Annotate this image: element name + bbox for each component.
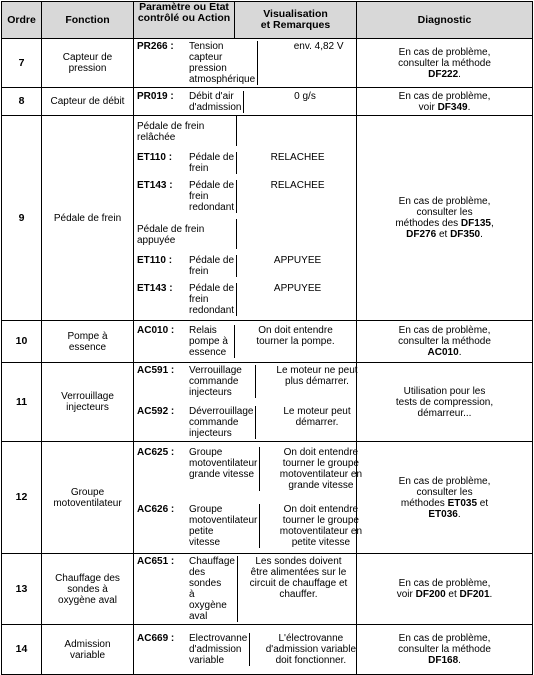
diagnostic-line: En cas de problème, [398, 196, 491, 207]
diagnostic-line: voir [418, 101, 435, 113]
param-label [187, 365, 255, 398]
parametre-grid [134, 88, 356, 115]
param-code: AC592 : [137, 406, 175, 417]
visualisation-line: Les sondes doivent [255, 556, 342, 567]
header-visu-l1: Visualisation [263, 8, 328, 20]
table-row [2, 625, 533, 675]
diagnostic-ref: DF135 [460, 218, 491, 229]
header-parametre [134, 2, 357, 39]
ordre-cell: 14 [2, 625, 42, 675]
diagnostic-line: et [445, 589, 460, 600]
visualisation-line: 0 g/s [294, 90, 316, 102]
parametre-cell [134, 442, 363, 554]
param-label [187, 504, 259, 548]
header-fonction: Fonction [42, 2, 134, 39]
parametre-cell [134, 321, 357, 363]
diagnostic-ref: AC010 [427, 347, 459, 358]
param-label-line: Groupe [189, 446, 223, 458]
ordre-cell: 7 [2, 39, 42, 88]
param-label-line: Pédale de frein [189, 180, 235, 202]
param-label [187, 91, 243, 113]
fonction-line: injecteurs [66, 402, 109, 413]
parametre-grid [134, 554, 356, 624]
parametre-grid [134, 39, 356, 87]
visualisation-line: plus démarrer. [285, 376, 349, 387]
diagnostic-end: . [480, 229, 483, 240]
param-visualisation [255, 406, 377, 439]
fonction-cell [42, 363, 134, 442]
param-label-line: Débit d'air d'admission [189, 90, 242, 113]
param-label [187, 180, 236, 213]
table-row [2, 363, 533, 442]
param-visualisation [257, 41, 379, 85]
param-label-line: Pédale de frein [189, 255, 235, 277]
table-row [2, 321, 533, 363]
fonction-cell [42, 321, 134, 363]
ordre-cell: 8 [2, 88, 42, 116]
param-visualisation [249, 633, 371, 666]
diagnostic-ref: DF200 [415, 589, 446, 600]
diagnostic-end: . [458, 68, 461, 80]
fonction-line: pression [68, 63, 107, 74]
fonction-cell [42, 625, 134, 675]
fonction-line: Pédale de frein [53, 212, 122, 224]
fonction-line: motoventilateur [53, 497, 122, 509]
visualisation-line: env. 4,82 V [293, 41, 344, 52]
diagnostic-line: consulter les [416, 486, 473, 498]
param-code: AC625 : [137, 446, 175, 458]
fonction-line: Capteur de débit [50, 96, 125, 107]
table-row [2, 442, 533, 554]
diagnostic-end: . [457, 508, 461, 520]
diagnostic-line: En cas de problème, [398, 475, 491, 487]
diagnostic-ref: ET035 [447, 497, 478, 509]
parametre-grid [134, 442, 363, 553]
param-code: PR019 : [137, 90, 174, 102]
diagnostic-line: tests de compression, [395, 396, 494, 408]
param-code: ET110 : [137, 255, 173, 266]
diagnostic-line: En cas de problème, [398, 325, 491, 336]
header-ordre: Ordre [2, 2, 42, 39]
fonction-line: essence [68, 341, 107, 353]
param-label-line: motoventilateur petite [189, 515, 258, 538]
diagnostic-line: En cas de problème, [398, 578, 491, 589]
diagnostic-line: consulter la méthode [398, 336, 491, 347]
diagnostic-ref: DF276 [406, 229, 437, 240]
visualisation-line: circuit de chauffage et [249, 578, 348, 589]
diagnostic-end: . [467, 101, 471, 113]
param-visualisation [236, 180, 358, 213]
ordre-cell: 13 [2, 554, 42, 625]
param-label [187, 325, 234, 358]
table-row [2, 554, 533, 625]
fonction-cell [42, 39, 134, 88]
visualisation-line: tourner le groupe [282, 457, 359, 469]
header-diagnostic: Diagnostic [357, 2, 533, 39]
fonction-line: Capteur de [62, 52, 113, 63]
param-label [187, 255, 236, 277]
fonction-cell [42, 116, 134, 321]
diagnostic-ref: DF201 [459, 589, 490, 600]
param-code: AC651 : [137, 556, 175, 567]
param-label-line: essence [189, 347, 227, 358]
diagnostic-line: méthodes [400, 497, 448, 509]
diagnostic-cell [357, 88, 533, 116]
diagnostic-cell [357, 442, 533, 554]
parametre-grid [134, 625, 356, 674]
diagnostic-cell [357, 39, 533, 88]
diagnostic-ref: DF168 [428, 655, 459, 666]
param-label-line: commande injecteurs [189, 417, 239, 439]
param-code: ET143 : [137, 283, 173, 294]
visualisation-line: doit fonctionner. [275, 655, 347, 666]
diagnostic-cell [357, 116, 533, 321]
diagnostic-line: Utilisation pour les [403, 385, 486, 397]
section-title: Pédale de frein relâchée [137, 121, 205, 143]
diagnostic-ref: DF349 [437, 101, 468, 113]
parametre-cell [134, 625, 357, 675]
section-spacer [236, 219, 358, 249]
visualisation-line: démarrer. [295, 417, 339, 428]
parametre-cell [134, 88, 357, 116]
param-label-line: Relais pompe à [189, 325, 228, 347]
visualisation-line: RELACHEE [270, 180, 325, 191]
parametre-cell [134, 554, 357, 625]
visualisation-line: motoventilateur en [279, 468, 363, 480]
diagnostic-line: En cas de problème, [398, 46, 491, 58]
fonction-line: sondes à [67, 583, 108, 595]
visualisation-line: APPUYEE [273, 255, 322, 266]
param-visualisation [259, 447, 381, 491]
param-code: AC626 : [137, 504, 175, 516]
diagnostic-ref: DF222 [428, 68, 459, 80]
param-visualisation [236, 255, 358, 277]
table-row [2, 39, 533, 88]
diagnostic-line: consulter les [416, 207, 473, 218]
diagnostic-line: démarreur... [417, 407, 472, 419]
header-parametre-l2: contrôlé ou Action [137, 12, 231, 24]
param-label-line: vitesse [189, 537, 221, 549]
header-parametre-l1: Paramètre ou Etat [139, 1, 229, 13]
param-label [187, 152, 236, 174]
diagnostic-ref: ET036 [428, 508, 458, 520]
fonction-cell [42, 88, 134, 116]
fonction-line: variable [69, 649, 106, 661]
diagnostic-line: En cas de problème, [398, 633, 491, 644]
param-label-line: atmosphérique [189, 74, 256, 85]
param-code: AC591 : [137, 365, 175, 376]
param-label-line: d'admission variable [189, 644, 242, 666]
param-label-line: Tension capteur [189, 41, 224, 63]
diagnostic-line: consulter la méthode [398, 57, 491, 69]
diagnostic-cell [357, 363, 533, 442]
param-label [187, 283, 236, 316]
visualisation-line: RELACHEE [270, 152, 325, 163]
fonction-line: oxygène aval [58, 594, 117, 606]
fonction-line: Verrouillage [61, 391, 114, 402]
param-label-line: Verrouillage [189, 365, 242, 376]
param-label [187, 556, 237, 622]
visualisation-line: chauffer. [279, 589, 318, 600]
parametre-grid [134, 321, 356, 362]
table-row [2, 116, 533, 321]
param-label-line: redondant [189, 305, 235, 316]
diagnostic-ref: DF350 [450, 229, 481, 240]
param-label [187, 633, 249, 666]
parametre-cell [134, 39, 357, 88]
diagnostic-end: . [489, 589, 493, 600]
diagnostic-end: . [458, 347, 462, 358]
visualisation-line: APPUYEE [273, 283, 322, 294]
section-title: Pédale de frein appuyée [137, 224, 205, 246]
header-row [2, 2, 533, 39]
table-row [2, 88, 533, 116]
diagnostic-cell [357, 625, 533, 675]
ordre-cell: 12 [2, 442, 42, 554]
visualisation-line: grande vitesse [288, 479, 354, 491]
fonction-line: Pompe à [67, 330, 108, 342]
section-spacer [236, 116, 358, 146]
fonction-cell [42, 554, 134, 625]
param-label-line: à oxygène aval [189, 589, 227, 622]
param-label-line: Groupe [189, 504, 223, 516]
diagnostic-line: consulter la méthode [398, 644, 491, 655]
diagnostic-line: méthodes des [395, 218, 461, 229]
diagnostic-end: , [490, 218, 494, 229]
param-visualisation [236, 283, 358, 316]
param-label-line: Pédale de frein [189, 283, 235, 305]
visualisation-line: Le moteur ne peut [276, 365, 358, 376]
diagnostic-line: et [436, 229, 451, 240]
diagnostic-line: En cas de problème, [398, 90, 491, 102]
ordre-cell: 11 [2, 363, 42, 442]
visualisation-line: tourner le groupe [282, 515, 359, 527]
param-visualisation [255, 365, 377, 398]
visualisation-line: être alimentées sur le [250, 567, 347, 578]
param-visualisation [243, 91, 365, 113]
visualisation-line: d'admission variable [265, 644, 357, 655]
fonction-cell [42, 442, 134, 554]
diagnostic-cell [357, 321, 533, 363]
ordre-cell: 10 [2, 321, 42, 363]
visualisation-line: Le moteur peut [283, 406, 351, 417]
param-label-line: motoventilateur [189, 457, 258, 469]
param-label [187, 41, 257, 85]
param-label-line: pression [189, 63, 227, 74]
param-label [187, 447, 259, 491]
parametre-cell [134, 363, 357, 442]
visualisation-line: petite vitesse [291, 537, 351, 549]
parametre-grid [134, 116, 356, 320]
param-visualisation [234, 325, 356, 358]
param-label [187, 406, 255, 439]
param-label-line: grande vitesse [189, 468, 255, 480]
diagnostic-cell [357, 554, 533, 625]
param-visualisation [237, 556, 359, 622]
param-visualisation [259, 504, 381, 548]
diagnostic-table [1, 1, 533, 675]
parametre-cell [134, 116, 357, 321]
visualisation-line: On doit entendre [283, 446, 359, 458]
diagnostic-line: et [477, 497, 489, 509]
param-label-line: commande injecteurs [189, 376, 239, 398]
param-label-line: Chauffage des sondes [189, 556, 235, 589]
param-label-line: Déverrouillage [189, 406, 254, 417]
header-visu-l2: et Remarques [260, 19, 331, 31]
param-code: AC010 : [137, 325, 175, 336]
diagnostic-end: . [458, 655, 461, 666]
diagnostic-line: voir [396, 589, 416, 600]
param-code: PR266 : [137, 41, 174, 52]
param-visualisation [236, 152, 358, 174]
visualisation-line: L'électrovanne [278, 633, 344, 644]
param-code: AC669 : [137, 633, 175, 644]
visualisation-line: tourner la pompe. [256, 336, 335, 347]
visualisation-line: On doit entendre [283, 504, 359, 516]
param-label-line: Pédale de frein [189, 152, 235, 174]
param-label-line: Electrovanne [189, 633, 248, 644]
visualisation-line: motoventilateur en [279, 526, 363, 538]
fonction-line: Chauffage des [55, 572, 120, 584]
fonction-line: Admission [64, 638, 111, 650]
fonction-line: Groupe [70, 486, 105, 498]
param-label-line: redondant [189, 202, 235, 213]
ordre-cell: 9 [2, 116, 42, 321]
param-code: ET110 : [137, 152, 173, 163]
parametre-grid [134, 363, 356, 441]
visualisation-line: On doit entendre [258, 325, 333, 336]
param-code: ET143 : [137, 180, 173, 191]
